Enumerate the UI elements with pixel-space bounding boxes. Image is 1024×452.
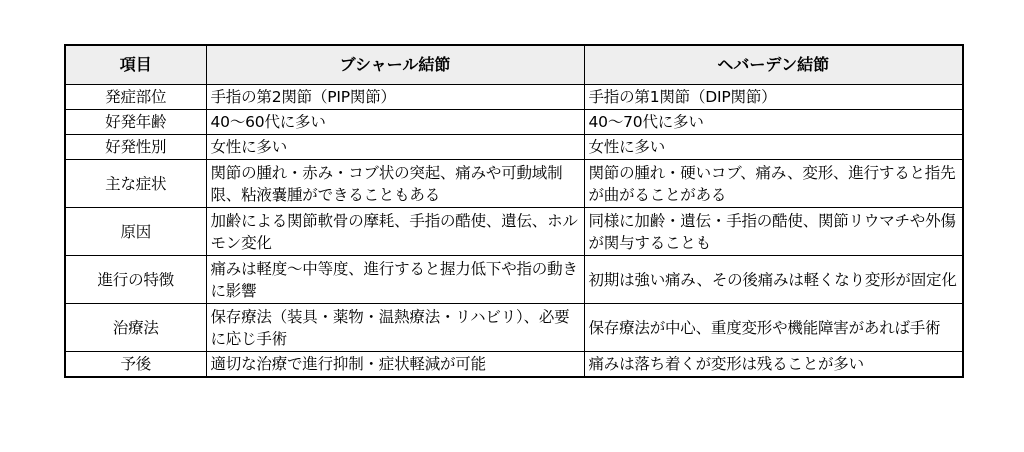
heberden-cell: 手指の第1関節（DIP関節） bbox=[584, 85, 963, 110]
heberden-cell: 関節の腫れ・硬いコブ、痛み、変形、進行すると指先が曲がることがある bbox=[584, 160, 963, 208]
bouchard-cell: 手指の第2関節（PIP関節） bbox=[206, 85, 584, 110]
row-label: 発症部位 bbox=[65, 85, 206, 110]
table-row bbox=[65, 256, 963, 304]
row-label: 進行の特徴 bbox=[65, 256, 206, 304]
bouchard-cell: 痛みは軽度〜中等度、進行すると握力低下や指の動きに影響 bbox=[206, 256, 584, 304]
table-header-row bbox=[65, 45, 963, 85]
bouchard-cell: 保存療法（装具・薬物・温熱療法・リハビリ）、必要に応じ手術 bbox=[206, 304, 584, 352]
row-label: 好発年齢 bbox=[65, 110, 206, 135]
comparison-table bbox=[64, 44, 964, 378]
heberden-cell: 痛みは落ち着くが変形は残ることが多い bbox=[584, 352, 963, 378]
row-label: 治療法 bbox=[65, 304, 206, 352]
table-row bbox=[65, 135, 963, 160]
table-row bbox=[65, 160, 963, 208]
row-label: 予後 bbox=[65, 352, 206, 378]
table-row bbox=[65, 304, 963, 352]
heberden-cell: 同様に加齢・遺伝・手指の酷使、関節リウマチや外傷が関与することも bbox=[584, 208, 963, 256]
table-row bbox=[65, 85, 963, 110]
heberden-cell: 初期は強い痛み、その後痛みは軽くなり変形が固定化 bbox=[584, 256, 963, 304]
header-item: 項目 bbox=[65, 45, 206, 85]
table-row bbox=[65, 208, 963, 256]
bouchard-cell: 関節の腫れ・赤み・コブ状の突起、痛みや可動域制限、粘液嚢腫ができることもある bbox=[206, 160, 584, 208]
comparison-table-wrapper bbox=[64, 44, 962, 378]
row-label: 好発性別 bbox=[65, 135, 206, 160]
bouchard-cell: 加齢による関節軟骨の摩耗、手指の酷使、遺伝、ホルモン変化 bbox=[206, 208, 584, 256]
bouchard-cell: 女性に多い bbox=[206, 135, 584, 160]
table-row bbox=[65, 110, 963, 135]
bouchard-cell: 40〜60代に多い bbox=[206, 110, 584, 135]
heberden-cell: 保存療法が中心、重度変形や機能障害があれば手術 bbox=[584, 304, 963, 352]
bouchard-cell: 適切な治療で進行抑制・症状軽減が可能 bbox=[206, 352, 584, 378]
header-heberden: ヘバーデン結節 bbox=[584, 45, 963, 85]
heberden-cell: 女性に多い bbox=[584, 135, 963, 160]
header-bouchard: ブシャール結節 bbox=[206, 45, 584, 85]
row-label: 主な症状 bbox=[65, 160, 206, 208]
row-label: 原因 bbox=[65, 208, 206, 256]
heberden-cell: 40〜70代に多い bbox=[584, 110, 963, 135]
table-row bbox=[65, 352, 963, 378]
